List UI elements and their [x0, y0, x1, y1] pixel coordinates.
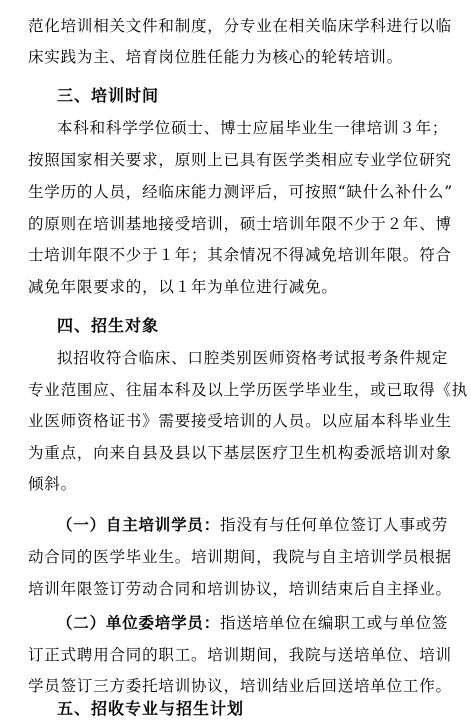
item-label-unit-trainee: （二）单位委培学员： — [57, 614, 221, 632]
paragraph-line: 生学历的人员，经临床能力测评后，可按照“缺什么补什么” — [28, 183, 453, 201]
intro-line-2: 床实践为主、培育岗位胜任能力为核心的轮转培训。 — [28, 48, 403, 66]
paragraph-line: 订正式聘用合同的职工。培训期间，我院与送培单位、培训 — [28, 646, 452, 664]
paragraph-line: 业医师资格证书》需要接受培训的人员。以应届本科毕业生 — [28, 412, 452, 430]
item-text: 指没有与任何单位签订人事或劳 — [220, 516, 449, 534]
paragraph-line: 减免年限要求的，以１年为单位进行减免。 — [28, 278, 338, 296]
paragraph-line: 动合同的医学毕业生。培训期间，我院与自主培训学员根据 — [28, 548, 452, 566]
paragraph-line: 按照国家相关要求，原则上已具有医学类相应专业学位研究 — [28, 151, 452, 169]
paragraph-line: 倾斜。 — [28, 475, 77, 493]
section-heading-majors-and-plan: 五、招收专业与招生计划 — [57, 699, 245, 718]
paragraph-line: 的原则在培训基地接受培训，硕士培训年限不少于２年、博 — [28, 215, 452, 233]
item-text: 指送培单位在编职工或与单位签 — [220, 614, 449, 632]
section-heading-training-time: 三、培训时间 — [57, 86, 160, 105]
paragraph-line: 专业范围应、往届本科及以上学历医学毕业生，或已取得《执 — [28, 381, 469, 399]
paragraph-line: 拟招收符合临床、口腔类别医师资格考试报考条件规定 — [57, 349, 449, 367]
item-unit-trainee-line-1 — [57, 608, 448, 638]
paragraph-line: 士培训年限不少于１年；其余情况不得减免培训年限。符合 — [28, 246, 452, 264]
paragraph-line: 为重点，向来自县及县以下基层医疗卫生机构委派培训对象 — [28, 444, 452, 462]
section-heading-enrollment-targets: 四、招生对象 — [57, 316, 160, 335]
paragraph-line: 学员签订三方委托培训协议，培训结业后回送培单位工作。 — [28, 677, 452, 695]
paragraph-line: 培训年限签订劳动合同和培训协议，培训结束后自主择业。 — [28, 580, 452, 598]
item-self-trainee-line-1 — [57, 510, 448, 540]
item-label-self-trainee: （一）自主培训学员： — [57, 516, 221, 534]
intro-line-1: 范化培训相关文件和制度，分专业在相关临床学科进行以临 — [28, 17, 452, 35]
paragraph-line: 本科和科学学位硕士、博士应届毕业生一律培训３年； — [57, 119, 449, 137]
